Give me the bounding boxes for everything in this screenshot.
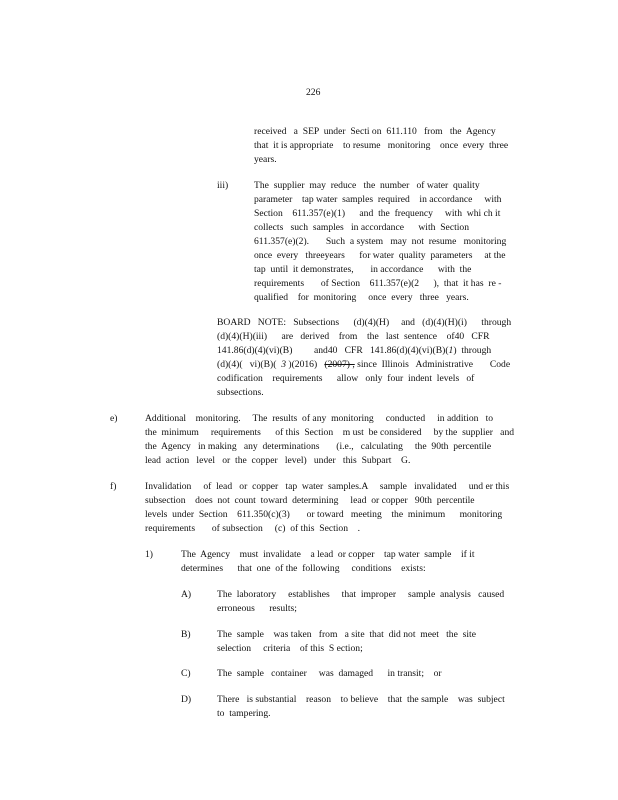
list-marker-f: f) [110,481,117,492]
item-1-line: determines that one of the following conditions exists: [181,563,426,574]
item-iii-line: qualified for monitoring once every three years. [254,292,469,303]
sub-c-line: The sample container was damaged in transit; or [217,668,442,679]
item-f-line: Invalidation of lead or copper tap water samples.A sample invalidated und er this [145,481,510,492]
board-note-italic: 1 [448,345,454,356]
board-note-line [217,344,491,358]
item-f-line: subsection does not count toward determining lead or copper 90th percentile [145,495,475,506]
item-e-line: the Agency in making any determinations (i.e., calculating the 90th percentile [145,441,492,452]
item-f-line: requirements of subsection (c) of this Section . [145,523,361,534]
list-marker-1: 1) [145,549,153,560]
list-marker-b: B) [181,629,191,640]
page-number: 226 [306,87,321,98]
item-iii-line: once every threeyears for water quality parameters at the [254,250,506,261]
board-note-line: codification requirements allow only four indent levels of [217,373,475,384]
board-note-text: )(2016) [286,359,325,370]
board-note-text: ) through [453,345,492,356]
item-iii-line: The supplier may reduce the number of water quality [254,180,480,191]
board-note-text: 141.86(d)(4)(vi)(B) and40 CFR 141.86(d)(4)(vi)(B)( [217,345,449,356]
list-marker-c: C) [181,668,191,679]
struck-text: (2007) , [324,359,355,370]
continuation-line: that it is appropriate to resume monitoring once every three [254,140,509,151]
item-e-line: Additional monitoring. The results of any monitoring conducted in addition to [145,413,494,424]
item-iii-line: parameter tap water samples required in accordance with [254,194,502,205]
continuation-line: received a SEP under Secti on 611.110 from the Agency [254,126,496,137]
board-note-line [217,358,510,372]
sub-d-line: There is substantial reason to believe that the sample was subject [217,694,505,705]
board-note-line: (d)(4)(H)(iii) are derived from the last sentence of40 CFR [217,331,490,342]
sub-a-line: erroneous results; [217,603,297,614]
item-f-line: levels under Section 611.350(c)(3) or toward meeting the minimum monitoring [145,509,503,520]
item-1-line: The Agency must invalidate a lead or copper tap water sample if it [181,549,475,560]
sub-d-line: to tampering. [217,708,271,719]
sub-b-line: The sample was taken from a site that did not meet the site [217,629,476,640]
list-marker-e: e) [110,413,118,424]
item-iii-line: 611.357(e)(2). Such a system may not resume monitoring [254,236,507,247]
board-note-text: (d)(4)( vi)(B)( [217,359,282,370]
item-iii-line: requirements of Section 611.357(e)(2 ), that it has re - [254,278,502,289]
board-note-line: subsections. [217,387,264,398]
item-e-line: the minimum requirements of this Section m ust be considered by the supplier and [145,427,515,438]
list-marker-d: D) [181,694,192,705]
item-e-line: lead action level or the copper level) under this Subpart G. [145,455,411,466]
continuation-line: years. [254,154,277,165]
board-note-line: BOARD NOTE: Subsections (d)(4)(H) and (d)(4)(H)(i) through [217,317,512,328]
board-note-text: since Illinois Administrative Code [354,359,511,370]
board-note-italic: 3 [281,359,286,370]
sub-a-line: The laboratory establishes that improper sample analysis caused [217,589,505,600]
sub-b-line: selection criteria of this S ection; [217,643,363,654]
item-iii-line: Section 611.357(e)(1) and the frequency with whi ch it [254,208,501,219]
item-iii-line: collects such samples in accordance with Section [254,222,469,233]
item-iii-line: tap until it demonstrates, in accordance with the [254,264,472,275]
list-marker-iii: iii) [217,180,229,191]
list-marker-a: A) [181,589,192,600]
